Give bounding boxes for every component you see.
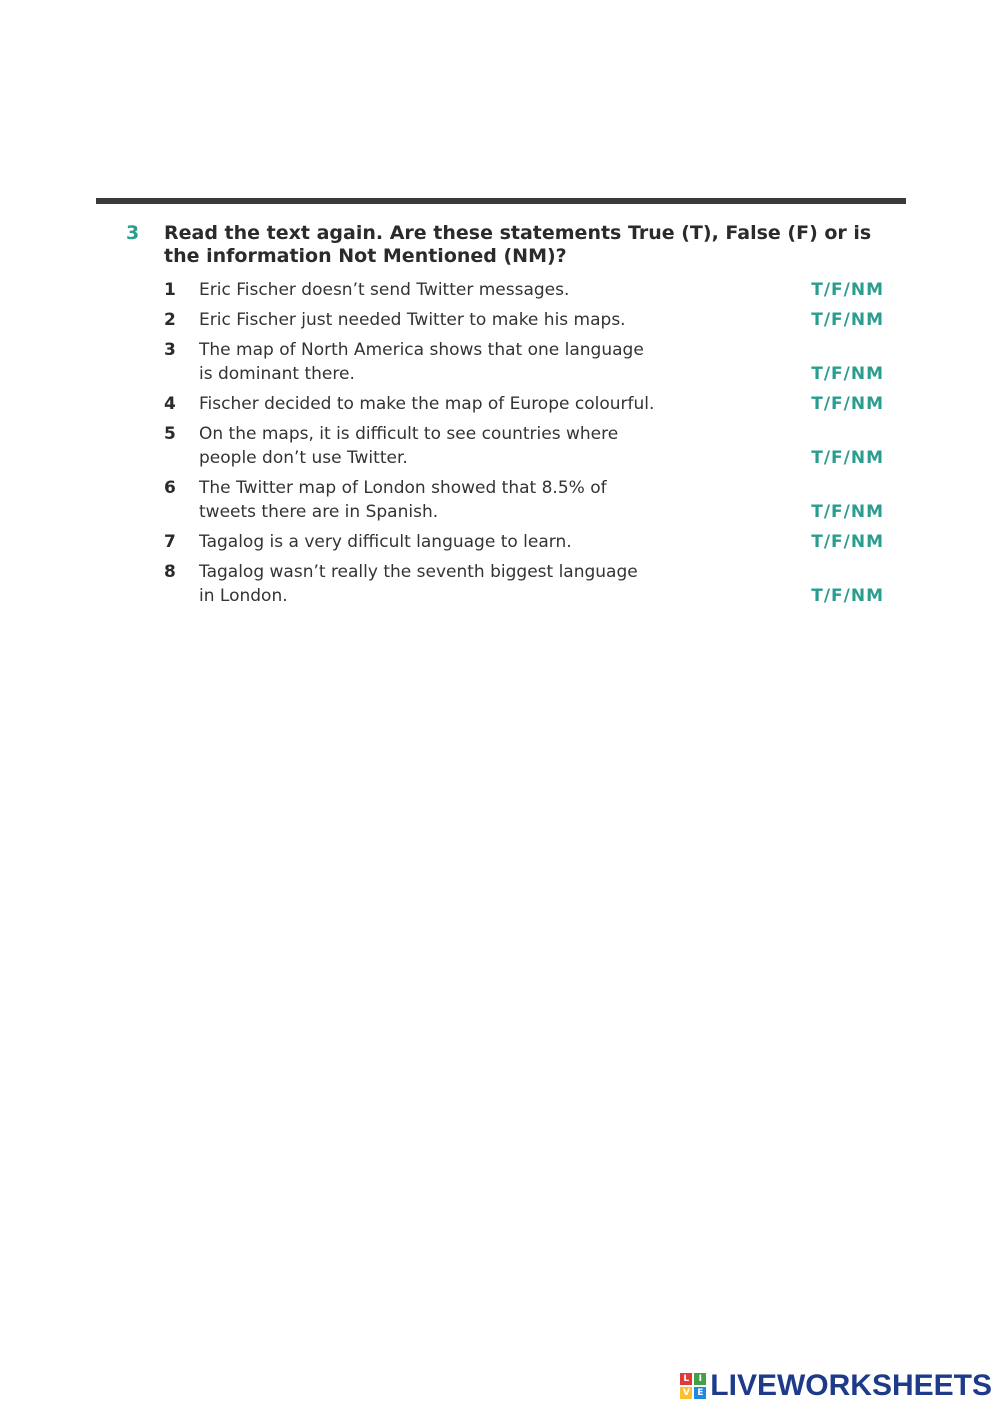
statement-text: Fischer decided to make the map of Europe colourful. bbox=[199, 394, 655, 414]
statement-number: 7 bbox=[164, 532, 176, 552]
logo-letter: V bbox=[680, 1387, 692, 1399]
statement-text: The map of North America shows that one language is dominant there. bbox=[199, 340, 644, 384]
answer-choice[interactable]: T/F/NM bbox=[811, 394, 884, 414]
logo-letter: E bbox=[694, 1387, 706, 1399]
answer-choice[interactable]: T/F/NM bbox=[811, 532, 884, 552]
statement-number: 4 bbox=[164, 394, 176, 414]
exercise-number: 3 bbox=[126, 222, 140, 244]
exercise-header bbox=[126, 222, 896, 268]
logo-letter: I bbox=[694, 1373, 706, 1385]
statement-text: Eric Fischer doesn’t send Twitter messages. bbox=[199, 280, 570, 300]
answer-choice[interactable]: T/F/NM bbox=[811, 310, 884, 330]
top-divider bbox=[96, 198, 906, 204]
statement-number: 8 bbox=[164, 562, 176, 582]
statement-number: 5 bbox=[164, 424, 176, 444]
statement-item bbox=[164, 338, 896, 386]
statement-text: The Twitter map of London showed that 8.5% of tweets there are in Spanish. bbox=[199, 478, 607, 522]
brand-wordmark: LIVEWORKSHEETS bbox=[710, 1369, 992, 1402]
statement-item bbox=[164, 530, 896, 554]
exercise-3 bbox=[126, 222, 896, 614]
statement-text: Tagalog wasn’t really the seventh biggest language in London. bbox=[199, 562, 638, 606]
statement-text: On the maps, it is difficult to see countries where people don’t use Twitter. bbox=[199, 424, 619, 468]
answer-choice[interactable]: T/F/NM bbox=[811, 586, 884, 606]
statement-item bbox=[164, 422, 896, 470]
statement-number: 1 bbox=[164, 280, 176, 300]
answer-choice[interactable]: T/F/NM bbox=[811, 502, 884, 522]
answer-choice[interactable]: T/F/NM bbox=[811, 280, 884, 300]
exercise-instructions: Read the text again. Are these statements True (T), False (F) or is the information Not Mentioned (NM)? bbox=[164, 222, 872, 267]
statement-item bbox=[164, 392, 896, 416]
liveworksheets-logo-icon bbox=[680, 1373, 706, 1399]
answer-choice[interactable]: T/F/NM bbox=[811, 448, 884, 468]
statement-item bbox=[164, 278, 896, 302]
statement-number: 6 bbox=[164, 478, 176, 498]
statement-item bbox=[164, 308, 896, 332]
statement-item bbox=[164, 476, 896, 524]
logo-letter: L bbox=[680, 1373, 692, 1385]
statement-text: Eric Fischer just needed Twitter to make his maps. bbox=[199, 310, 626, 330]
liveworksheets-brand bbox=[680, 1369, 992, 1403]
answer-choice[interactable]: T/F/NM bbox=[811, 364, 884, 384]
statement-text: Tagalog is a very difficult language to learn. bbox=[199, 532, 572, 552]
statement-number: 2 bbox=[164, 310, 176, 330]
statement-number: 3 bbox=[164, 340, 176, 360]
statement-item bbox=[164, 560, 896, 608]
statement-list bbox=[126, 278, 896, 608]
